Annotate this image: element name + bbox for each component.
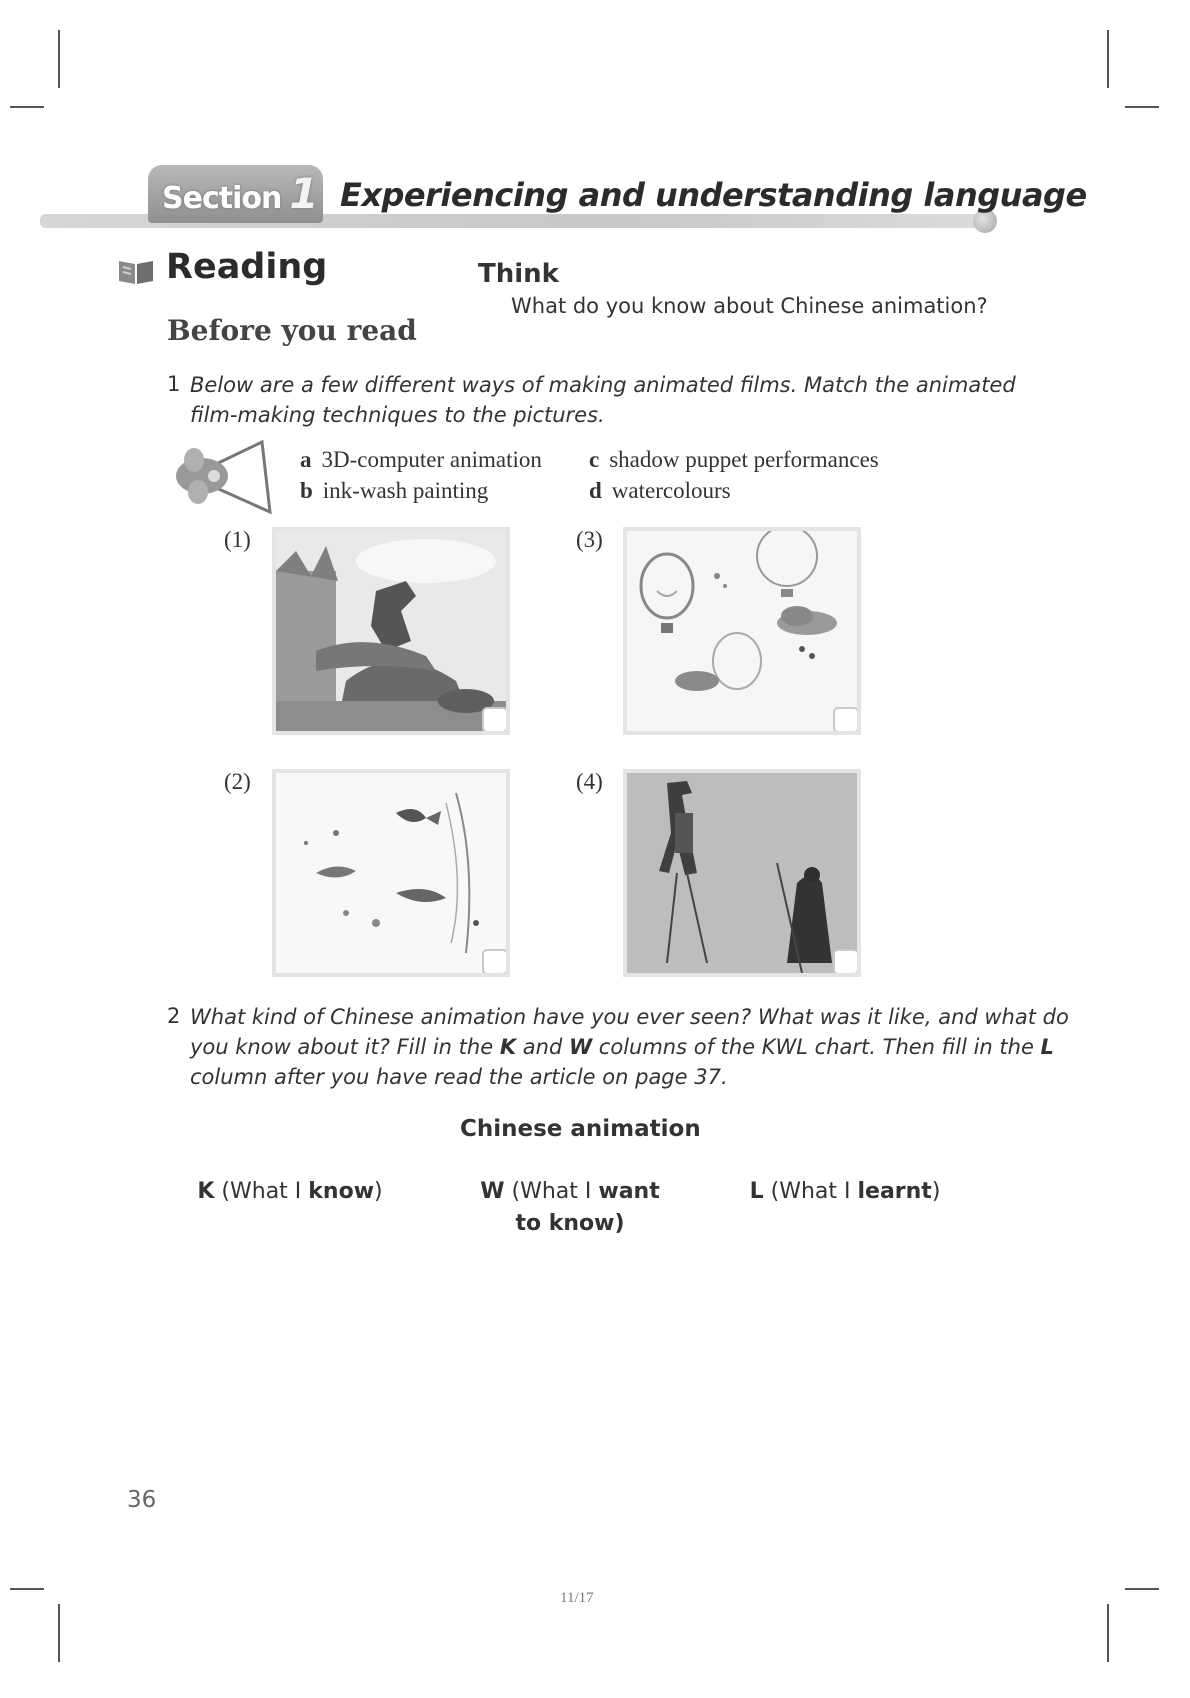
picture-4-answer-box[interactable]: [833, 949, 859, 975]
kwl-w-letter: W: [480, 1179, 505, 1204]
kwl-k-pre: (What I: [221, 1179, 309, 1204]
exercise-2-line1: What kind of Chinese animation have you ever seen? What was it like, and what do: [190, 1005, 1069, 1029]
reading-title: Reading: [166, 247, 328, 287]
option-a-text: 3D-computer animation: [321, 447, 542, 472]
book-icon: [117, 257, 155, 285]
option-b: [300, 478, 488, 504]
exercise-1-number: 1: [167, 372, 181, 396]
crop-mark: [1125, 106, 1159, 108]
exercise-2-line2-mid: and: [516, 1035, 569, 1059]
ink-wash-fish-icon: [276, 773, 506, 973]
exercise-1-instruction-line1: Below are a few different ways of making animated films. Match the animated: [190, 373, 1016, 397]
exercise-2-l: L: [1040, 1035, 1054, 1059]
kwl-k-letter: K: [197, 1179, 215, 1204]
section-badge-number: 1: [289, 169, 318, 218]
picture-3-answer-box[interactable]: [833, 707, 859, 733]
option-c-text: shadow puppet performances: [609, 447, 879, 472]
picture-2: [272, 769, 510, 977]
option-a: [300, 447, 542, 473]
kwl-k-post: ): [374, 1179, 383, 1204]
crop-mark: [58, 1604, 60, 1662]
picture-3-label: (3): [576, 527, 603, 552]
kwl-w-line2: to know): [515, 1211, 625, 1236]
picture-1: [272, 527, 510, 735]
exercise-1-instruction-line2: film-making techniques to the pictures.: [190, 403, 605, 427]
option-a-letter: a: [300, 447, 312, 472]
picture-1-label: (1): [224, 527, 251, 552]
crop-mark: [10, 106, 44, 108]
crop-mark: [1107, 30, 1109, 88]
exercise-2-instruction: [190, 1002, 1069, 1092]
option-d-text: watercolours: [611, 478, 731, 503]
option-b-letter: b: [300, 478, 313, 503]
exercise-2-line2-post: columns of the KWL chart. Then fill in the: [592, 1035, 1041, 1059]
exercise-2-line2-pre: you know about it? Fill in the: [190, 1035, 500, 1059]
option-c-letter: c: [589, 447, 600, 472]
picture-2-label: (2): [224, 769, 251, 794]
kwl-l-letter: L: [749, 1179, 764, 1204]
watercolour-balloons-icon: [627, 531, 857, 731]
page-number: 36: [127, 1487, 157, 1513]
exercise-2-line3: column after you have read the article on page 37.: [190, 1065, 728, 1089]
picture-2-answer-box[interactable]: [482, 949, 508, 975]
dinosaur-scene-icon: [276, 531, 506, 731]
section-badge-label: Section: [162, 181, 282, 216]
exercise-2-number: 2: [167, 1004, 181, 1028]
option-b-text: ink-wash painting: [322, 478, 489, 503]
picture-3: [623, 527, 861, 735]
kwl-w-bold: want: [598, 1179, 660, 1204]
crop-mark: [1107, 1604, 1109, 1662]
crop-mark: [10, 1588, 44, 1590]
option-d: [589, 478, 731, 504]
section-title: Experiencing and understanding language: [340, 176, 1087, 214]
kwl-column-k: [180, 1176, 400, 1208]
speaker-icon: [172, 440, 272, 514]
option-d-letter: d: [589, 478, 602, 503]
shadow-puppets-icon: [627, 773, 857, 973]
kwl-column-l: [735, 1176, 955, 1208]
kwl-l-post: ): [931, 1179, 941, 1204]
picture-1-answer-box[interactable]: [482, 707, 508, 733]
before-you-read-title: Before you read: [167, 314, 417, 347]
exercise-2-w: W: [568, 1035, 593, 1059]
think-question: What do you know about Chinese animation?: [511, 294, 988, 318]
section-badge: [148, 165, 323, 223]
kwl-w-pre: (What I: [511, 1179, 599, 1204]
picture-4-label: (4): [576, 769, 603, 794]
option-c: [589, 447, 879, 473]
crop-mark: [1125, 1588, 1159, 1590]
footer-page-count: 11/17: [560, 1590, 594, 1606]
exercise-2-k: K: [499, 1035, 517, 1059]
kwl-k-bold: know: [308, 1179, 375, 1204]
crop-mark: [58, 30, 60, 88]
kwl-l-bold: learnt: [857, 1179, 932, 1204]
kwl-column-w: [460, 1176, 680, 1240]
exercise-1-instruction: [190, 370, 1016, 430]
exercise-2-line2: [190, 1032, 1069, 1062]
picture-4: [623, 769, 861, 977]
think-title: Think: [478, 259, 559, 289]
kwl-chart-title: Chinese animation: [460, 1116, 701, 1142]
kwl-l-pre: (What I: [770, 1179, 858, 1204]
